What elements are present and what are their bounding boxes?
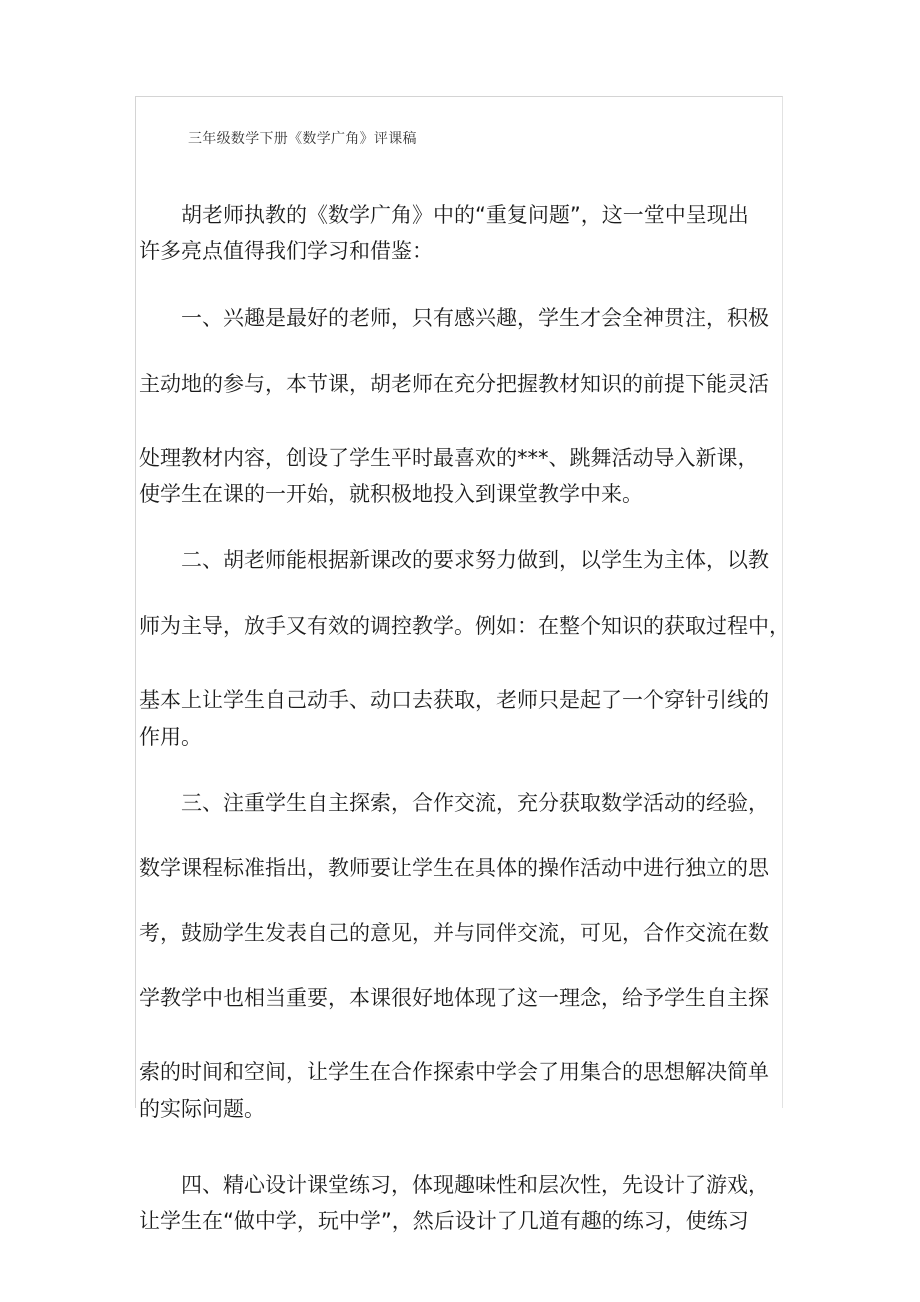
paragraph-line: 师为主导，放手又有效的调控教学。例如：在整个知识的获取过程中，: [139, 614, 790, 638]
paragraph-line: 许多亮点值得我们学习和借鉴：: [139, 239, 433, 263]
paragraph-line: 索的时间和空间，让学生在合作探索中学会了用集合的思想解决简单: [139, 1060, 769, 1084]
document-title: 三年级数学下册《数学广角》评课稿: [188, 131, 417, 147]
paragraph-line: 的实际问题。: [139, 1097, 265, 1121]
paragraph-line: 数学课程标准指出，教师要让学生在具体的操作活动中进行独立的思: [139, 856, 769, 880]
paragraph-line: 主动地的参与，本节课，胡老师在充分把握教材知识的前提下能灵活: [139, 372, 769, 396]
paragraph-line: 一、兴趣是最好的老师，只有感兴趣，学生才会全神贯注，积极: [181, 306, 769, 330]
paragraph-line: 二、胡老师能根据新课改的要求努力做到，以学生为主体，以教: [181, 548, 769, 572]
paragraph-line: 使学生在课的一开始，就积极地投入到课堂教学中来。: [139, 482, 643, 506]
paragraph-line: 三、注重学生自主探索，合作交流，充分获取数学活动的经验，: [181, 791, 769, 815]
paragraph-line: 作用。: [139, 725, 202, 749]
paragraph-line: 胡老师执教的《数学广角》中的“重复问题”，这一堂中呈现出: [181, 203, 749, 227]
paragraph-line: 基本上让学生自己动手、动口去获取，老师只是起了一个穿针引线的: [139, 688, 769, 712]
paragraph-line: 学教学中也相当重要，本课很好地体现了这一理念，给予学生自主探: [139, 986, 769, 1010]
paragraph-line: 四、精心设计课堂练习，体现趣味性和层次性，先设计了游戏，: [181, 1173, 769, 1197]
paragraph-line: 考，鼓励学生发表自己的意见，并与同伴交流，可见，合作交流在数: [139, 921, 769, 945]
paragraph-line: 让学生在“做中学，玩中学”，然后设计了几道有趣的练习，使练习: [139, 1209, 749, 1233]
paragraph-line: 处理教材内容，创设了学生平时最喜欢的***、跳舞活动导入新课，: [139, 446, 759, 470]
